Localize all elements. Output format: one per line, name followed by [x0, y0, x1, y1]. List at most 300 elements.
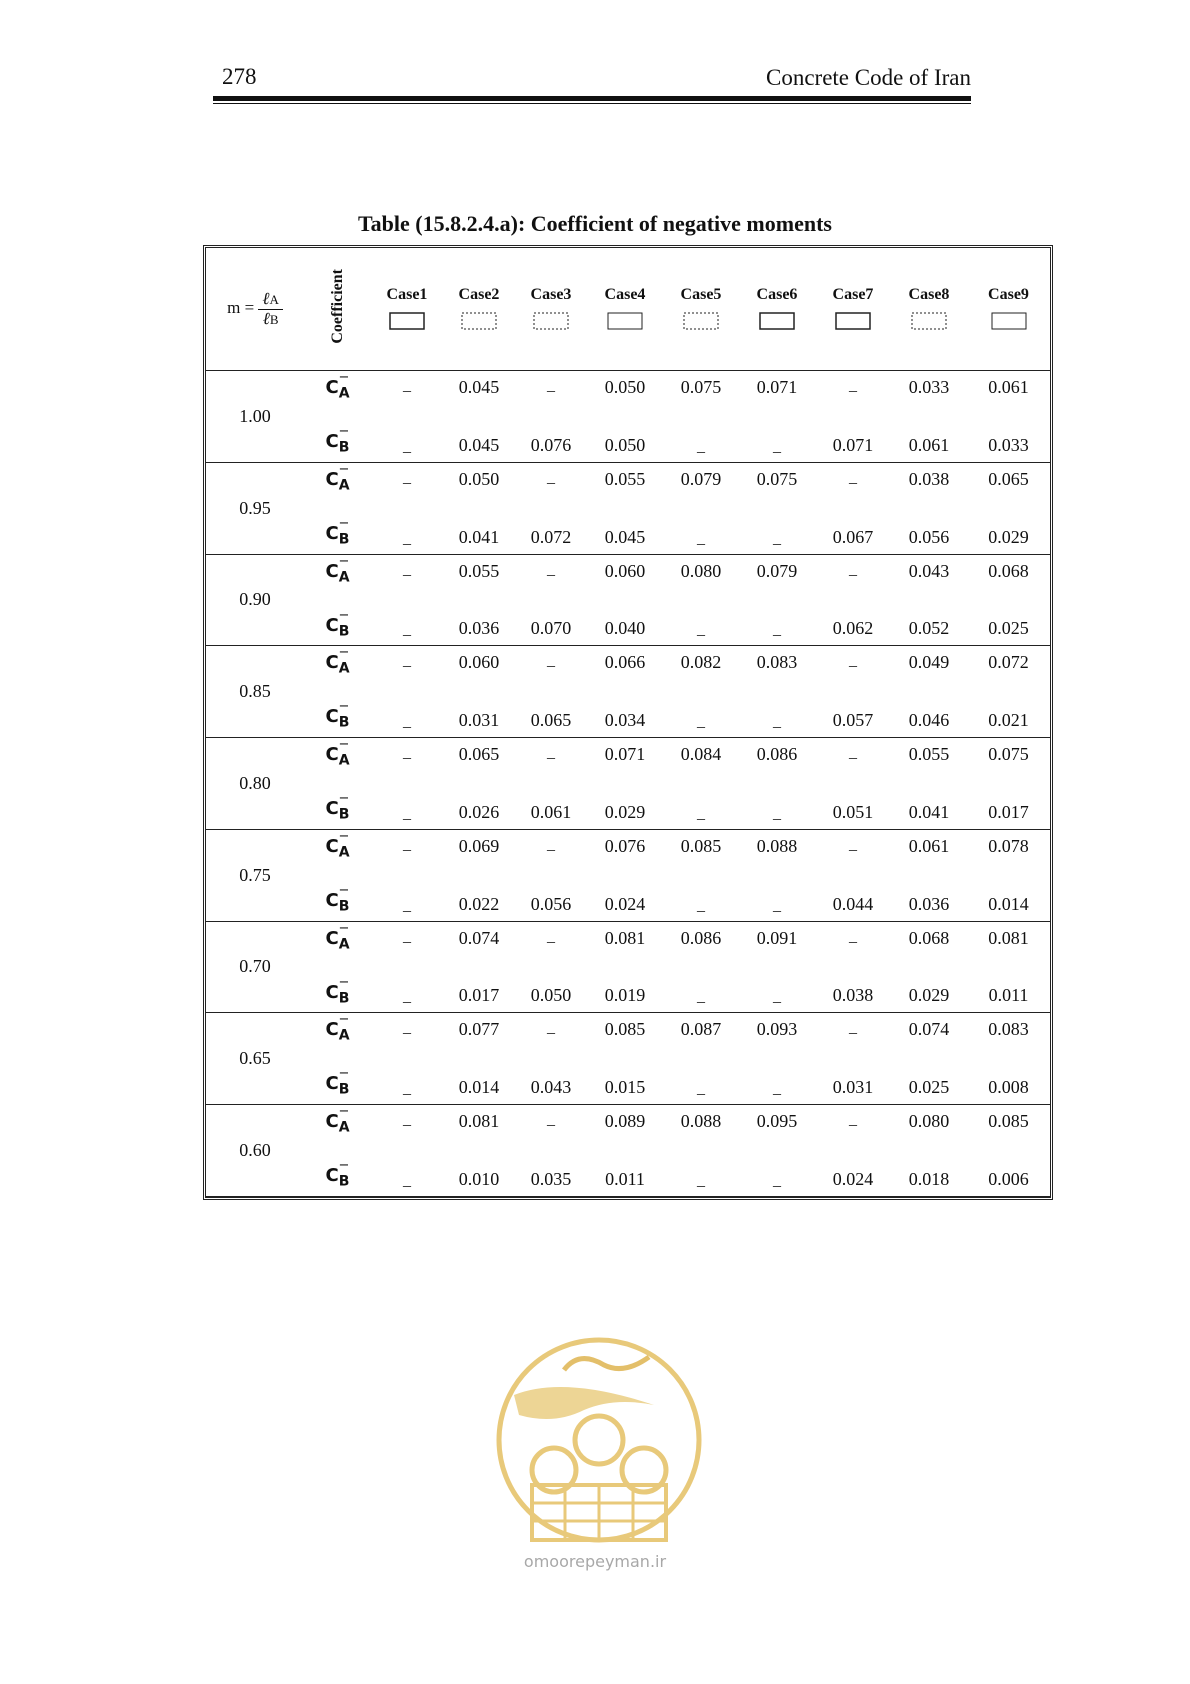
ca-value: 0.086 — [680, 927, 722, 948]
table-row — [206, 554, 1050, 600]
coefficient-a-symbol — [325, 553, 350, 586]
ca-value: _ — [547, 927, 555, 945]
cb-value: 0.011 — [967, 967, 1050, 1013]
m-value: 0.75 — [206, 829, 304, 921]
ca-value: 0.081 — [604, 927, 646, 948]
ca-value: 0.050 — [458, 468, 500, 489]
running-head: Concrete Code of Iran — [765, 65, 971, 90]
coefficient-negative-mark: − — [338, 1066, 350, 1082]
ca-value: _ — [403, 744, 411, 761]
cb-value: 0.056 — [891, 508, 967, 554]
cb-value: 0.033 — [967, 416, 1050, 462]
coefficient-b-cell — [304, 967, 371, 1013]
ca-value: 0.078 — [988, 835, 1029, 856]
cb-value: 0.070 — [515, 600, 587, 646]
coefficient-negative-mark: − — [338, 553, 350, 569]
table-row — [206, 462, 1050, 508]
cb-value: _ — [663, 600, 739, 646]
ca-value: 0.085 — [680, 835, 722, 856]
cb-value: _ — [663, 1150, 739, 1196]
ca-value: 0.074 — [908, 1019, 950, 1040]
case-5-label: Case5 — [680, 286, 722, 303]
coefficient-subscript: B — [338, 898, 350, 915]
coefficient-letter: C — [325, 744, 339, 765]
cb-value: 0.036 — [891, 875, 967, 921]
cb-value: _ — [663, 692, 739, 738]
coefficient-b-symbol — [325, 882, 350, 915]
ca-value: _ — [849, 652, 857, 670]
m-denominator: B — [269, 311, 279, 327]
cb-value: 0.036 — [443, 600, 515, 646]
coefficient-b-cell — [304, 416, 371, 462]
table-row — [206, 1059, 1050, 1105]
cb-value: 0.019 — [587, 967, 663, 1013]
cb-value: _ — [371, 1150, 443, 1196]
cb-value: _ — [739, 875, 815, 921]
ca-value: 0.068 — [908, 927, 950, 948]
m-value: 1.00 — [206, 371, 304, 463]
coefficient-letter: C — [325, 927, 339, 949]
ca-value: _ — [547, 835, 555, 853]
m-value: 0.95 — [206, 462, 304, 554]
cb-value: 0.067 — [815, 508, 891, 554]
m-label: m = — [227, 297, 255, 317]
ca-value: _ — [849, 468, 857, 486]
case-header-cell — [515, 248, 587, 371]
coefficient-negative-mark: − — [338, 645, 350, 661]
coefficient-letter: C — [325, 431, 339, 453]
table-row — [206, 692, 1050, 738]
coefficient-b-symbol — [325, 515, 350, 548]
coefficient-subscript: A — [338, 660, 350, 677]
coefficient-a-symbol — [325, 920, 350, 953]
coefficient-subscript: B — [338, 439, 350, 456]
case-header-cell — [371, 248, 443, 371]
coefficient-negative-mark: − — [338, 424, 350, 440]
ca-value: 0.074 — [458, 927, 500, 948]
cb-value: _ — [663, 967, 739, 1013]
ca-value: 0.079 — [756, 560, 798, 581]
table-row — [206, 416, 1050, 462]
coefficient-table — [206, 248, 1050, 1197]
coefficient-subscript: B — [338, 715, 350, 731]
coefficient-letter: C — [325, 1165, 339, 1187]
coefficient-subscript: A — [338, 936, 350, 953]
ca-value: 0.066 — [604, 652, 646, 673]
case-2-diagram — [459, 310, 499, 332]
coefficient-negative-mark: − — [338, 974, 350, 990]
cb-value: 0.029 — [587, 783, 663, 829]
case-9-diagram — [989, 310, 1029, 332]
case-7-diagram — [833, 310, 873, 332]
ca-value: 0.071 — [756, 377, 798, 397]
coefficient-subscript: B — [338, 1174, 350, 1190]
ca-value: 0.065 — [458, 744, 500, 764]
ca-value: _ — [403, 1019, 411, 1037]
coefficient-letter: C — [325, 835, 339, 857]
ca-value: 0.079 — [680, 468, 722, 489]
coefficient-a-cell — [304, 1013, 371, 1059]
cb-value: 0.035 — [515, 1150, 587, 1196]
case-header-cell — [967, 248, 1050, 371]
coefficient-subscript: A — [338, 385, 350, 402]
coefficient-letter: C — [325, 560, 339, 582]
m-ratio-header — [206, 248, 304, 371]
cb-value: _ — [739, 692, 815, 738]
ca-value: 0.080 — [680, 560, 722, 581]
ca-value: 0.065 — [988, 468, 1029, 489]
cb-value: 0.040 — [587, 600, 663, 646]
coefficient-b-cell — [304, 692, 371, 738]
case-6-label: Case6 — [756, 286, 798, 303]
cb-value: _ — [371, 692, 443, 738]
case-4-diagram — [605, 310, 645, 332]
cb-value: 0.050 — [515, 967, 587, 1013]
coefficient-subscript: A — [338, 569, 350, 586]
case-header-cell — [891, 248, 967, 371]
coefficient-b-cell — [304, 508, 371, 554]
ca-value: _ — [403, 560, 411, 578]
cb-value: 0.050 — [587, 416, 663, 462]
ca-value: 0.081 — [458, 1111, 500, 1131]
table-row — [206, 783, 1050, 829]
coefficient-subscript: A — [338, 1027, 350, 1044]
ca-value: _ — [849, 377, 857, 394]
table-caption: Table (15.8.2.4.a): Coefficient of negative moments — [358, 211, 832, 236]
cb-value: 0.076 — [515, 416, 587, 462]
coefficient-b-symbol — [325, 1066, 350, 1098]
coefficient-negative-mark: − — [338, 737, 350, 752]
table-row — [206, 967, 1050, 1013]
cb-value: 0.029 — [891, 967, 967, 1013]
cb-value: 0.046 — [891, 692, 967, 738]
coefficient-a-cell — [304, 829, 371, 875]
coefficient-letter: C — [325, 522, 339, 544]
ca-value: _ — [849, 835, 857, 853]
ca-value: 0.061 — [988, 377, 1029, 397]
ca-value: 0.087 — [680, 1019, 722, 1040]
cb-value: 0.031 — [443, 692, 515, 738]
ca-value: 0.055 — [604, 468, 646, 489]
ca-value: 0.075 — [988, 744, 1029, 764]
cb-value: 0.041 — [891, 783, 967, 829]
ca-value: 0.055 — [908, 744, 950, 764]
coefficient-a-cell — [304, 646, 371, 692]
coefficient-b-cell — [304, 875, 371, 921]
cb-value: 0.025 — [891, 1059, 967, 1105]
ca-value: 0.072 — [988, 652, 1029, 673]
page-number: 278 — [222, 64, 257, 89]
coefficient-letter: C — [325, 652, 339, 674]
cb-value: 0.045 — [587, 508, 663, 554]
coefficient-subscript: B — [338, 990, 350, 1007]
cb-value: 0.034 — [587, 692, 663, 738]
table-row — [206, 1150, 1050, 1196]
cb-value: 0.051 — [815, 783, 891, 829]
cb-value: _ — [739, 600, 815, 646]
table-row — [206, 738, 1050, 784]
coefficient-letter: C — [325, 798, 339, 820]
cb-value: 0.006 — [967, 1150, 1050, 1196]
ca-value: 0.033 — [908, 377, 950, 397]
cb-value: 0.021 — [967, 692, 1050, 738]
coefficient-a-symbol — [325, 828, 350, 861]
cb-value: _ — [739, 416, 815, 462]
coefficient-letter: C — [325, 614, 339, 636]
case-header-cell — [587, 248, 663, 371]
coefficient-letter: C — [325, 468, 339, 490]
cb-value: 0.062 — [815, 600, 891, 646]
cb-value: 0.061 — [515, 783, 587, 829]
ca-value: 0.082 — [680, 652, 722, 673]
coefficient-a-symbol — [325, 1104, 350, 1136]
ca-value: _ — [547, 652, 555, 670]
cb-value: 0.008 — [967, 1059, 1050, 1105]
cb-value: _ — [739, 1150, 815, 1196]
ca-value: 0.088 — [756, 835, 798, 856]
m-fraction: $\frac{\text{ℓA}}{\text{ℓB}}$ — [258, 290, 282, 328]
ca-value: _ — [403, 1111, 411, 1128]
ca-value: _ — [403, 927, 411, 945]
coefficient-subscript: B — [338, 531, 350, 548]
cb-value: 0.024 — [587, 875, 663, 921]
ca-value: _ — [849, 927, 857, 945]
table-row — [206, 646, 1050, 692]
table-row — [206, 371, 1050, 417]
ca-value: 0.060 — [458, 652, 500, 673]
cb-value: 0.065 — [515, 692, 587, 738]
coefficient-negative-mark: − — [338, 882, 350, 898]
ca-value: 0.095 — [756, 1111, 798, 1131]
cb-value: 0.057 — [815, 692, 891, 738]
coefficient-a-cell — [304, 1105, 371, 1151]
cb-value: 0.017 — [967, 783, 1050, 829]
m-value: 0.60 — [206, 1105, 304, 1197]
case-1-diagram — [387, 310, 427, 332]
ca-value: 0.086 — [756, 744, 798, 764]
coefficient-letter: C — [325, 1073, 339, 1095]
coefficient-b-cell — [304, 1150, 371, 1196]
coefficient-negative-mark: − — [338, 699, 350, 715]
cb-value: 0.038 — [815, 967, 891, 1013]
ca-value: 0.055 — [458, 560, 500, 581]
cb-value: _ — [663, 875, 739, 921]
ca-value: 0.045 — [458, 377, 500, 397]
cb-value: 0.014 — [443, 1059, 515, 1105]
coefficient-subscript: B — [338, 806, 350, 823]
coefficient-a-cell — [304, 462, 371, 508]
cb-value: _ — [663, 1059, 739, 1105]
coefficient-table-frame — [203, 245, 1053, 1200]
ca-value: 0.088 — [680, 1111, 722, 1131]
cb-value: 0.024 — [815, 1150, 891, 1196]
coefficient-b-symbol — [325, 699, 350, 731]
coefficient-a-symbol — [325, 370, 350, 402]
ca-value: 0.080 — [908, 1111, 950, 1131]
ca-value: 0.077 — [458, 1019, 500, 1040]
cb-value: 0.061 — [891, 416, 967, 462]
coefficient-subscript: B — [338, 1082, 350, 1098]
case-2-label: Case2 — [458, 286, 500, 303]
ca-value: _ — [849, 1111, 857, 1128]
m-value: 0.85 — [206, 646, 304, 738]
coefficient-negative-mark: − — [338, 791, 350, 807]
coefficient-letter: C — [325, 706, 339, 728]
cb-value: _ — [371, 600, 443, 646]
cb-value: _ — [739, 967, 815, 1013]
case-9-label: Case9 — [988, 286, 1029, 303]
ca-value: 0.089 — [604, 1111, 646, 1131]
coefficient-header-cell — [304, 248, 371, 371]
ca-value: _ — [403, 652, 411, 670]
case-5-diagram — [681, 310, 721, 332]
ca-value: 0.050 — [604, 377, 646, 397]
header-rule-thin — [213, 103, 971, 104]
coefficient-subscript: A — [338, 752, 350, 769]
ca-value: 0.049 — [908, 652, 950, 673]
cb-value: 0.045 — [443, 416, 515, 462]
coefficient-b-symbol — [325, 424, 350, 456]
cb-value: 0.022 — [443, 875, 515, 921]
coefficient-b-symbol — [325, 607, 350, 640]
coefficient-header: Coefficient — [328, 269, 346, 344]
coefficient-a-cell — [304, 921, 371, 967]
cb-value: _ — [739, 1059, 815, 1105]
ca-value: 0.075 — [680, 377, 722, 397]
table-row — [206, 829, 1050, 875]
cb-value: 0.052 — [891, 600, 967, 646]
cb-value: 0.015 — [587, 1059, 663, 1105]
coefficient-b-cell — [304, 600, 371, 646]
cb-value: 0.041 — [443, 508, 515, 554]
ca-value: 0.061 — [908, 835, 950, 856]
cb-value: _ — [739, 783, 815, 829]
table-row — [206, 508, 1050, 554]
cb-value: _ — [371, 1059, 443, 1105]
ca-value: _ — [547, 560, 555, 578]
m-value: 0.90 — [206, 554, 304, 646]
cb-value: 0.029 — [967, 508, 1050, 554]
cb-value: 0.044 — [815, 875, 891, 921]
cb-value: 0.043 — [515, 1059, 587, 1105]
coefficient-a-cell — [304, 554, 371, 600]
watermark-url: omoorepeyman.ir — [523, 1552, 667, 1571]
coefficient-a-symbol — [325, 1012, 350, 1044]
ca-value: 0.093 — [756, 1019, 798, 1040]
table-row — [206, 600, 1050, 646]
case-header-cell — [815, 248, 891, 371]
ca-value: 0.038 — [908, 468, 950, 489]
case-8-label: Case8 — [908, 286, 950, 303]
cb-value: 0.010 — [443, 1150, 515, 1196]
ca-value: _ — [849, 560, 857, 578]
coefficient-letter: C — [325, 1019, 339, 1041]
ca-value: 0.075 — [756, 468, 798, 489]
coefficient-b-cell — [304, 783, 371, 829]
table-row — [206, 1105, 1050, 1151]
cb-value: 0.071 — [815, 416, 891, 462]
ca-value: _ — [547, 468, 555, 486]
table-row — [206, 875, 1050, 921]
m-numerator: A — [269, 291, 279, 307]
case-8-diagram — [909, 310, 949, 332]
table-row — [206, 1013, 1050, 1059]
coefficient-subscript: A — [338, 844, 350, 861]
ca-value: 0.068 — [988, 560, 1029, 581]
ca-value: 0.071 — [604, 744, 646, 764]
table-row — [206, 921, 1050, 967]
coefficient-a-cell — [304, 738, 371, 784]
coefficient-letter: C — [325, 1111, 339, 1132]
coefficient-letter: C — [325, 981, 339, 1003]
coefficient-negative-mark: − — [338, 828, 350, 844]
cb-value: 0.072 — [515, 508, 587, 554]
ca-value: 0.083 — [756, 652, 798, 673]
coefficient-b-symbol — [325, 1158, 350, 1190]
cb-value: _ — [371, 875, 443, 921]
ca-value: _ — [547, 1111, 555, 1128]
ca-value: _ — [403, 377, 411, 394]
cb-value: _ — [371, 508, 443, 554]
cb-value: _ — [663, 783, 739, 829]
coefficient-negative-mark: − — [338, 1104, 350, 1119]
ca-value: _ — [849, 1019, 857, 1037]
coefficient-negative-mark: − — [338, 920, 350, 936]
coefficient-subscript: A — [338, 477, 350, 494]
coefficient-b-symbol — [325, 791, 350, 823]
cb-value: 0.031 — [815, 1059, 891, 1105]
coefficient-letter: C — [325, 889, 339, 911]
case-7-label: Case7 — [832, 286, 874, 303]
ca-value: _ — [849, 744, 857, 761]
coefficient-negative-mark: − — [338, 1158, 350, 1174]
ca-value: 0.085 — [988, 1111, 1029, 1131]
omoorepeyman-logo — [494, 1335, 704, 1565]
case-4-label: Case4 — [604, 286, 646, 303]
cb-value: _ — [663, 416, 739, 462]
ca-value: 0.043 — [908, 560, 950, 581]
cb-value: _ — [371, 783, 443, 829]
case-3-label: Case3 — [530, 286, 572, 303]
case-header-cell — [663, 248, 739, 371]
ca-value: 0.085 — [604, 1019, 646, 1040]
ca-value: 0.069 — [458, 835, 500, 856]
cb-value: _ — [371, 967, 443, 1013]
cb-value: 0.017 — [443, 967, 515, 1013]
cb-value: _ — [739, 508, 815, 554]
coefficient-negative-mark: − — [338, 370, 350, 385]
ca-value: 0.084 — [680, 744, 722, 764]
ca-value: 0.076 — [604, 835, 646, 856]
ca-value: 0.060 — [604, 560, 646, 581]
coefficient-negative-mark: − — [338, 607, 350, 623]
ca-value: 0.083 — [988, 1019, 1029, 1040]
coefficient-b-cell — [304, 1059, 371, 1105]
coefficient-letter: C — [325, 377, 339, 398]
coefficient-negative-mark: − — [338, 515, 350, 531]
ca-value: _ — [547, 377, 555, 394]
ca-value: 0.091 — [756, 927, 798, 948]
table-header-row — [206, 248, 1050, 371]
cb-value: 0.025 — [967, 600, 1050, 646]
cb-value: 0.026 — [443, 783, 515, 829]
ca-value: _ — [547, 1019, 555, 1037]
cb-value: 0.018 — [891, 1150, 967, 1196]
coefficient-negative-mark: − — [338, 461, 350, 477]
case-1-label: Case1 — [386, 286, 428, 303]
case-6-diagram — [757, 310, 797, 332]
cb-value: _ — [663, 508, 739, 554]
